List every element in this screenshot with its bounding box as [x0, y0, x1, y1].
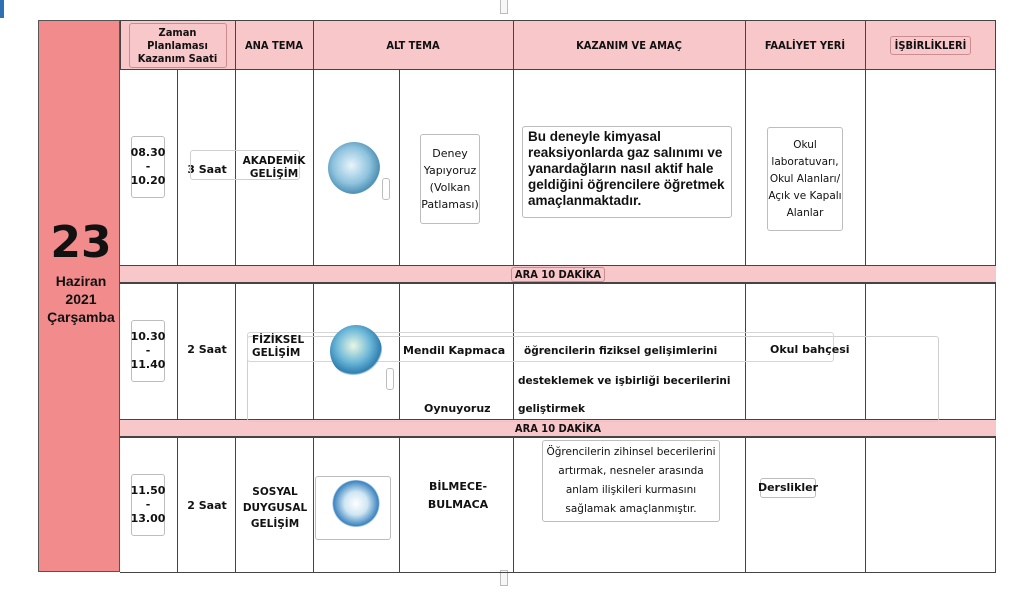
header-place: FAALİYET YERİ — [764, 38, 846, 52]
header-collab: İŞBİRLİKLERİ — [865, 20, 996, 70]
col-line — [313, 437, 314, 572]
row2-goal-c: geliştirmek — [518, 403, 585, 415]
row3-sub-theme: BİLMECE-BULMACA — [427, 480, 489, 511]
row3-time: 11.50 - 13.00 — [131, 474, 165, 536]
row3-place: Derslikler — [760, 478, 816, 498]
break-band-1 — [120, 265, 996, 283]
header-goal: KAZANIM VE AMAÇ — [576, 38, 682, 52]
col-line — [865, 437, 866, 572]
date-block — [44, 218, 118, 378]
row1-goal: Bu deneyle kimyasal reaksiyonlarda gaz salınımı ve yanardağların nasıl aktif hale geldiğini öğrencilere öğretmek amaçlanmaktadır. — [522, 126, 732, 218]
table-bottom-line — [120, 572, 996, 573]
row2-sub-theme-b: Oynuyoruz — [424, 402, 491, 415]
row1-main-theme: AKADEMİK GELİŞİM — [242, 155, 306, 180]
col-line — [235, 20, 236, 265]
row1-time: 08.30 - 10.20 — [131, 136, 165, 198]
puzzle-logo-icon — [330, 480, 382, 532]
break-label-1: ARA 10 DAKİKA — [511, 267, 605, 282]
col-line — [745, 437, 746, 572]
break-label-2: ARA 10 DAKİKA — [514, 421, 602, 435]
row2-sub-theme-a: Mendil Kapmaca — [403, 344, 506, 357]
volcano-logo-icon — [328, 142, 380, 194]
col-line — [235, 437, 236, 572]
col-line — [399, 70, 400, 265]
ruler-marker-top — [500, 0, 508, 14]
header-sub-theme: ALT TEMA — [386, 38, 440, 52]
row1-logo-frame — [382, 178, 390, 200]
row2-logo-frame — [386, 368, 394, 390]
col-line — [177, 437, 178, 572]
row2-place: Okul bahçesi — [770, 343, 850, 356]
row3-main-theme: SOSYAL DUYGUSAL GELİŞİM — [242, 486, 308, 530]
row2-goal-a: öğrencilerin fiziksel gelişimlerini — [524, 345, 718, 357]
header-main-theme: ANA TEMA — [244, 38, 304, 52]
col-line — [865, 20, 866, 265]
row1-place: Okul laboratuvarı, Okul Alanları/ Açık ve Kapalı Alanlar — [767, 127, 843, 231]
col-line — [399, 437, 400, 572]
col-line — [313, 20, 314, 265]
row1-sub-theme: Deney Yapıyoruz (Volkan Patlaması) — [420, 134, 480, 224]
header-time: Zaman Planlaması Kazanım Saati — [120, 20, 235, 70]
row3-duration: 2 Saat — [187, 499, 227, 512]
row2-goal-b: desteklemek ve işbirliği becerilerini — [518, 375, 731, 387]
col-line — [513, 20, 514, 265]
col-line — [745, 20, 746, 265]
row3-goal: Öğrencilerin zihinsel becerilerini artırmak, nesneler arasında anlam ilişkileri kurmasını sağlamak amaçlanmıştır. — [542, 440, 720, 522]
row2-time: 10.30 - 11.40 — [131, 320, 165, 382]
col-line — [177, 70, 178, 265]
row2-main-theme: FİZİKSEL GELİŞİM — [252, 334, 305, 359]
sports-logo-icon — [330, 325, 382, 377]
row1-collab — [870, 150, 990, 170]
page-edge-marker — [0, 0, 4, 18]
table-right-line — [995, 20, 996, 573]
col-line — [235, 283, 236, 419]
date-day: 23 — [50, 217, 112, 268]
date-weekday: Çarşamba — [47, 309, 115, 325]
row2-duration: 2 Saat — [187, 343, 227, 356]
row1-duration: 3 Saat — [187, 163, 227, 176]
col-line — [177, 283, 178, 419]
date-month: Haziran — [55, 273, 107, 289]
col-line — [513, 437, 514, 572]
date-year: 2021 — [65, 291, 97, 307]
